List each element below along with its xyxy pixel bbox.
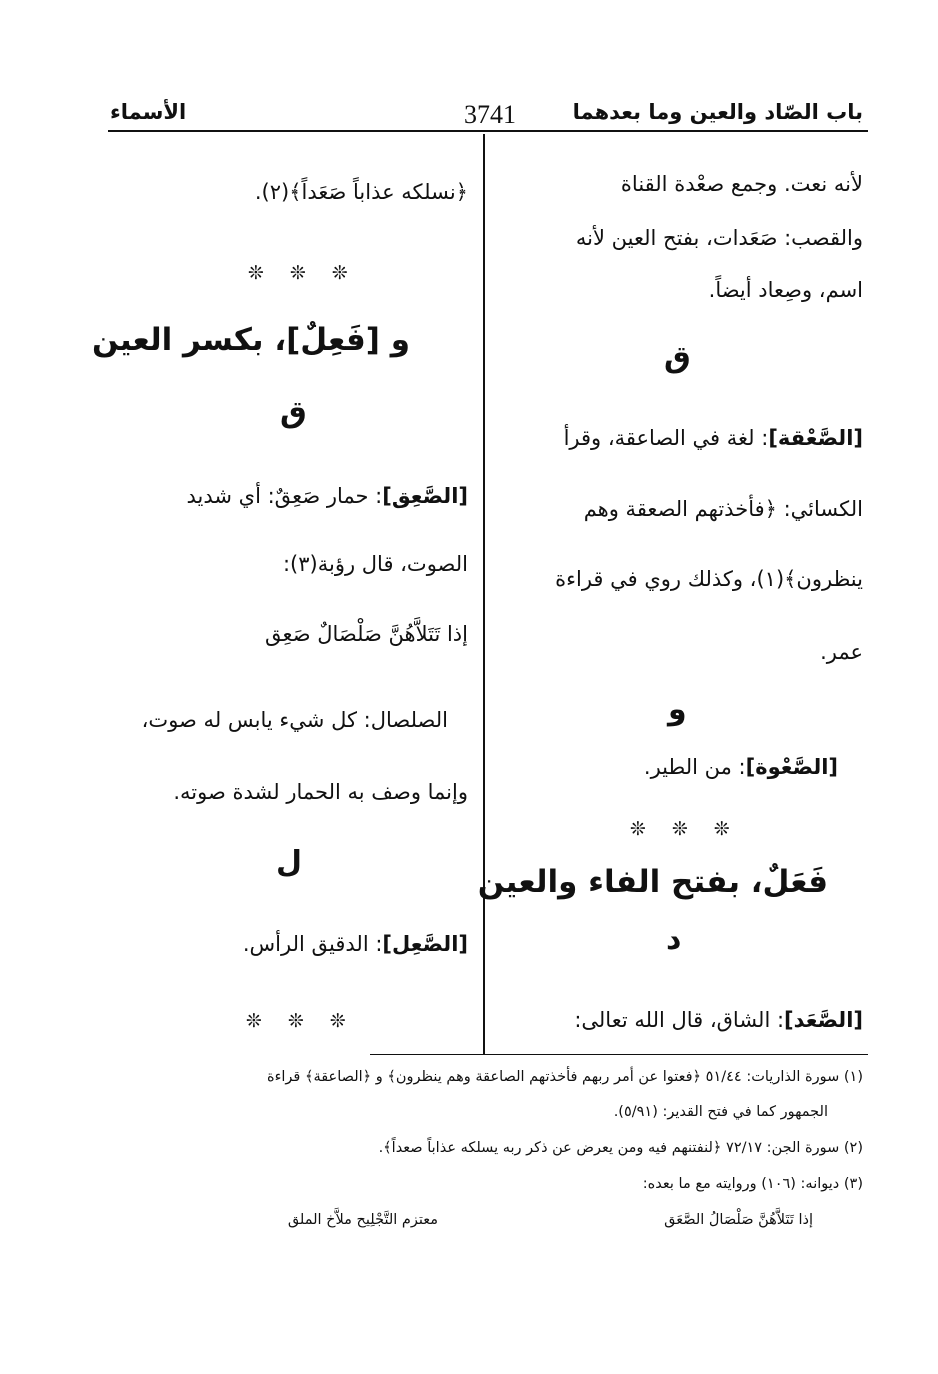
footnote-1-line-1: (١) سورة الذاريات: ٥١/٤٤ ﴿فعتوا عن أمر ربهم فأخذتهم الصاعقة وهم ينظرون﴾ و ﴿الصاعقة﴾ قراءة bbox=[266, 1069, 863, 1085]
right-section-heading: فَعَلٌ، بفتح الفاء والعين bbox=[477, 864, 828, 900]
footnote-1-line-2: الجمهور كما في فتح القدير: (٥/٩١). bbox=[613, 1104, 828, 1120]
sawt-line: الصوت، قال رؤبة(٣): bbox=[282, 552, 468, 576]
right-letter-qaf: ق bbox=[664, 340, 691, 375]
header-rule bbox=[108, 130, 868, 132]
entry-sad bbox=[574, 1008, 863, 1032]
footnote-rule bbox=[370, 1054, 868, 1055]
entry-sail bbox=[243, 932, 468, 956]
right-line-2: والقصب: صَعَدات، بفتح العين لأنه bbox=[575, 226, 863, 250]
footnote-verse-second-hemistich: معتزم التَّجْلِيح ملاَّخ الملق bbox=[287, 1212, 438, 1228]
footnote-verse-first-hemistich: إذا تَتَلاَّهُنَّ صَلْصَالُ الصَّعَق bbox=[664, 1212, 813, 1228]
rajaz-verse-line: إذا تَتَلاَّهُنَّ صَلْصَالٌ صَعِق bbox=[265, 622, 468, 646]
right-line-3: اسم، وصِعاد أيضاً. bbox=[708, 278, 863, 302]
right-letter-waw: و bbox=[668, 692, 687, 727]
left-letter-lam: ل bbox=[276, 845, 303, 880]
entry-sad-text: : الشاق، قال الله تعالى: bbox=[574, 1008, 785, 1032]
entry-sawa bbox=[644, 755, 838, 779]
entry-sail-headword: [الصَّعِل] bbox=[382, 932, 468, 956]
page-number: 3741 bbox=[464, 100, 516, 129]
left-separator-stars-2: ❊ ❊ ❊ bbox=[246, 1010, 356, 1032]
left-quran-line: ﴿نسلكه عذاباً صَعَداً﴾(٢). bbox=[254, 180, 468, 204]
entry-sawa-text: : من الطير. bbox=[643, 755, 746, 779]
entry-saiq-text: : حمار صَعِقٌ: أي شديد bbox=[186, 484, 383, 508]
column-divider bbox=[483, 134, 485, 1054]
right-separator-stars: ❊ ❊ ❊ bbox=[630, 818, 740, 840]
running-header-right: باب الصّاد والعين وما بعدهما bbox=[572, 100, 863, 124]
left-section-heading: و [فَعِلٌ]، بكسر العين bbox=[91, 322, 410, 358]
entry-sail-text: : الدقيق الرأس. bbox=[242, 932, 383, 956]
entry-saiq bbox=[186, 484, 468, 508]
left-letter-qaf: ق bbox=[280, 395, 307, 430]
right-line-1: لأنه نعت. وجمع صعْدة القناة bbox=[620, 172, 863, 196]
entry-saqa-headword: [الصَّعْقة] bbox=[768, 426, 863, 450]
entry-sawa-headword: [الصَّعْوة] bbox=[745, 755, 838, 779]
footnote-3: (٣) ديوانه: (١٠٦) وروايته مع ما بعده: bbox=[642, 1176, 863, 1192]
right-letter-dal: د bbox=[666, 922, 682, 957]
salsal-line: الصلصال: كل شيء يابس له صوت، bbox=[141, 708, 448, 732]
umar-line: عمر. bbox=[820, 640, 863, 664]
yanzurun-line: ينظرون﴾(١)، وكذلك روي في قراءة bbox=[555, 567, 863, 591]
entry-saqa-text: : لغة في الصاعقة، وقرأ bbox=[563, 426, 769, 450]
running-header-left: الأسماء bbox=[110, 100, 187, 124]
footnote-2: (٢) سورة الجن: ٧٢/١٧ ﴿لنفتنهم فيه ومن يعرض عن ذكر ربه يسلكه عذاباً صعداً﴾. bbox=[378, 1140, 863, 1156]
left-separator-stars-1: ❊ ❊ ❊ bbox=[248, 262, 358, 284]
entry-saqa bbox=[564, 426, 863, 450]
wasf-line: وإنما وصف به الحمار لشدة صوته. bbox=[173, 780, 468, 804]
entry-sad-headword: [الصَّعَد] bbox=[784, 1008, 863, 1032]
entry-saiq-headword: [الصَّعِق] bbox=[382, 484, 468, 508]
kisai-line: الكسائي: ﴿فأخذتهم الصعقة وهم bbox=[583, 497, 863, 521]
